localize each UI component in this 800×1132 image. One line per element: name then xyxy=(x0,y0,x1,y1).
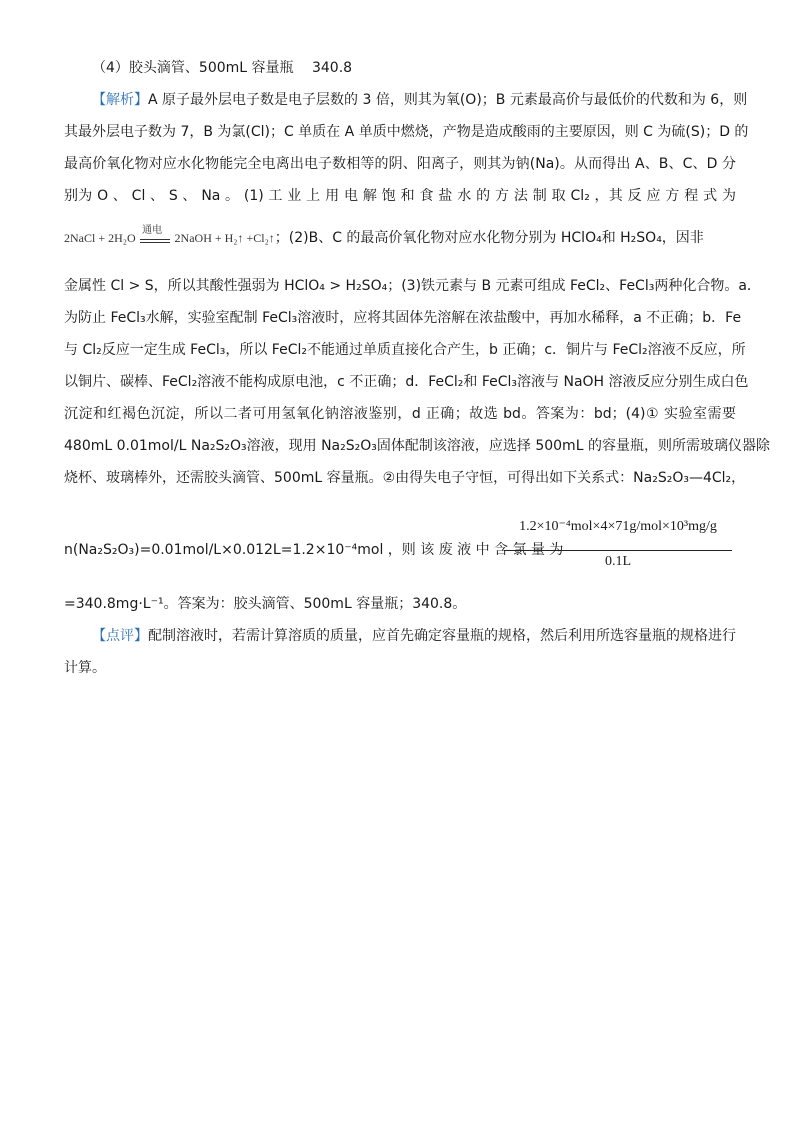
analysis-text: A 原子最外层电子数是电子层数的 3 倍，则其为氧(O)；B 元素最高价与最低价的代数和为 6，则 xyxy=(148,92,748,108)
analysis-line-6 xyxy=(64,276,761,296)
analysis-line-7 xyxy=(64,308,742,328)
equation-right: 2NaOH + H₂↑ +Cl₂↑ xyxy=(174,231,275,245)
analysis-line-1 xyxy=(92,90,748,110)
analysis-line-3 xyxy=(64,154,736,174)
analysis-text: 其最外层电子数为 7，B 为氯(Cl)；C 单质在 A 单质中燃烧，产物是造成酸雨的主要原因，则 C 为硫(S)；D 的 xyxy=(64,124,749,140)
analysis-text: 最高价氧化物对应水化物能完全电离出电子数相等的阴、阳离子，则其为钠(Na)。从而得出 A、B、C、D 分 xyxy=(64,156,736,172)
analysis-text: 烧杯、玻璃棒外，还需胶头滴管、500mL 容量瓶。②由得失电子守恒，可得出如下关系式：Na₂S₂O₃—4Cl₂， xyxy=(64,470,746,486)
analysis-text: 金属性 Cl > S，所以其酸性强弱为 HClO₄ > H₂SO₄；(3)铁元素与 B 元素可组成 FeCl₂、FeCl₃两种化合物。a． xyxy=(64,278,761,294)
reaction-arrow xyxy=(140,225,170,246)
reaction-condition: 通电 xyxy=(142,225,163,236)
analysis-text: 沉淀和红褐色沉淀，所以二者可用氢氧化钠溶液鉴别，d 正确；故选 bd。答案为：bd；(4)① 实验室需要 xyxy=(64,406,736,422)
analysis-tag: 【解析】 xyxy=(92,92,148,108)
answer-text: （4）胶头滴管、500mL 容量瓶 340.8 xyxy=(92,60,353,76)
answer-line-4 xyxy=(92,58,736,78)
analysis-line-8 xyxy=(64,340,746,360)
equals-bar-bottom xyxy=(140,242,170,243)
comment-text: 计算。 xyxy=(64,660,106,676)
analysis-line-9 xyxy=(64,372,749,392)
comment-text: 配制溶液时，若需计算溶质的质量，应首先确定容量瓶的规格，然后利用所选容量瓶的规格进行 xyxy=(148,628,736,644)
comment-line-2 xyxy=(64,658,736,678)
analysis-text: 以铜片、碳棒、FeCl₂溶液不能构成原电池，c 不正确；d．FeCl₂和 FeCl₃溶液与 NaOH 溶液反应分别生成白色 xyxy=(64,374,749,390)
equation-left: 2NaCl + 2H₂O xyxy=(64,231,136,245)
comment-line-1 xyxy=(92,626,736,646)
fraction-numerator: 1.2×10⁻⁴mol×4×71g/mol×10³mg/g xyxy=(519,519,717,534)
analysis-line-10 xyxy=(64,404,736,424)
analysis-text: 480mL 0.01mol/L Na₂S₂O₃溶液，现用 Na₂S₂O₃固体配制该溶液，应选择 500mL 的容量瓶，则所需玻璃仪器除 xyxy=(64,438,770,454)
analysis-text: 与 Cl₂反应一定生成 FeCl₃，所以 FeCl₂不能通过单质直接化合产生，b 正确；c．铜片与 FeCl₂溶液不反应，所 xyxy=(64,342,746,358)
chlorine-fraction xyxy=(500,518,736,578)
analysis-text: ；(2)B、C 的最高价氧化物对应水化物分别为 HClO₄和 H₂SO₄，因非 xyxy=(274,230,704,246)
analysis-line-4 xyxy=(64,186,736,206)
analysis-text: n(Na₂S₂O₃)=0.01mol/L×0.012L=1.2×10⁻⁴mol ，则 该 废 液 中 含 氯 量 为 xyxy=(64,542,564,558)
analysis-line-13 xyxy=(64,540,564,560)
analysis-line-12 xyxy=(64,468,746,488)
analysis-text: 别为 O 、 Cl 、 S 、 Na 。 (1) 工 业 上 用 电 解 饱 和 食 盐 水 的 方 法 制 取 Cl₂ ，其 反 应 方 程 式 为 xyxy=(64,188,736,204)
analysis-text: 为防止 FeCl₃水解，实验室配制 FeCl₃溶液时，应将其固体先溶解在浓盐酸中，再加水稀释，a 不正确；b．Fe xyxy=(64,310,742,326)
fraction-denominator: 0.1L xyxy=(604,554,632,569)
comment-tag: 【点评】 xyxy=(92,628,148,644)
analysis-line-2 xyxy=(64,122,749,142)
analysis-line-14 xyxy=(64,594,736,614)
equals-bar-top xyxy=(140,239,170,240)
analysis-line-11 xyxy=(64,436,770,456)
equation-line xyxy=(64,225,736,248)
fraction-bar xyxy=(504,550,732,551)
analysis-text: =340.8mg·L⁻¹。答案为：胶头滴管、500mL 容量瓶；340.8。 xyxy=(64,596,467,612)
